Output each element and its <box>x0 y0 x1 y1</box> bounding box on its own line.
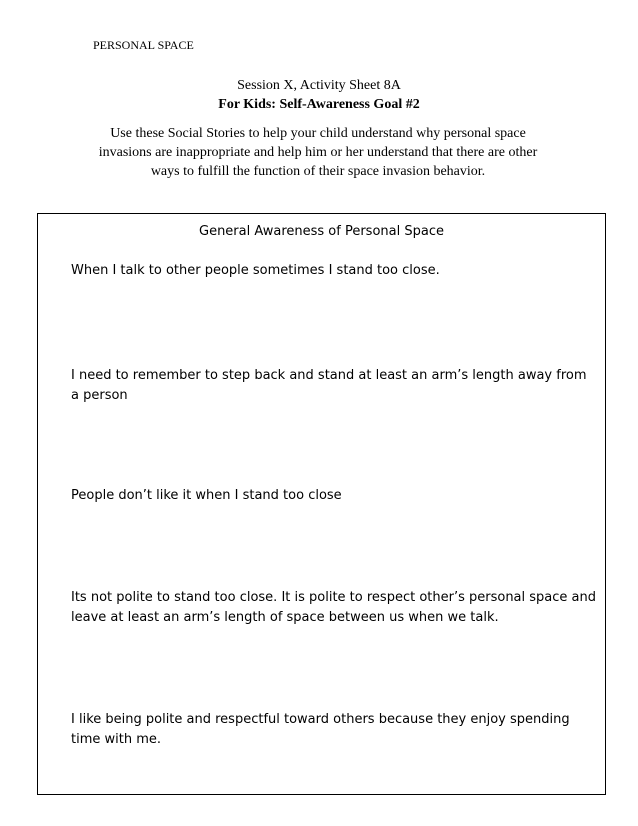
title-block <box>0 76 638 114</box>
story-line: People don’t like it when I stand too close <box>71 488 342 503</box>
story-line: When I talk to other people sometimes I stand too close. <box>71 263 440 278</box>
intro-paragraph: Use these Social Stories to help your child understand why personal space invasions are inappropriate and help him or her understand that there are other ways to fulfill the function of their space invasion behavior. <box>98 126 538 179</box>
story-line: I like being polite and respectful toward others because they enjoy spending time with me. <box>71 712 570 747</box>
story-heading: General Awareness of Personal Space <box>199 224 444 239</box>
social-story-box <box>37 213 606 795</box>
story-line: Its not polite to stand too close. It is polite to respect other’s personal space and leave at least an arm’s length of space between us when we talk. <box>71 590 596 625</box>
running-header: PERSONAL SPACE <box>93 38 194 52</box>
story-line: I need to remember to step back and stand at least an arm’s length away from a person <box>71 368 587 403</box>
session-title: Session X, Activity Sheet 8A <box>237 78 401 93</box>
goal-title: For Kids: Self-Awareness Goal #2 <box>218 97 420 112</box>
